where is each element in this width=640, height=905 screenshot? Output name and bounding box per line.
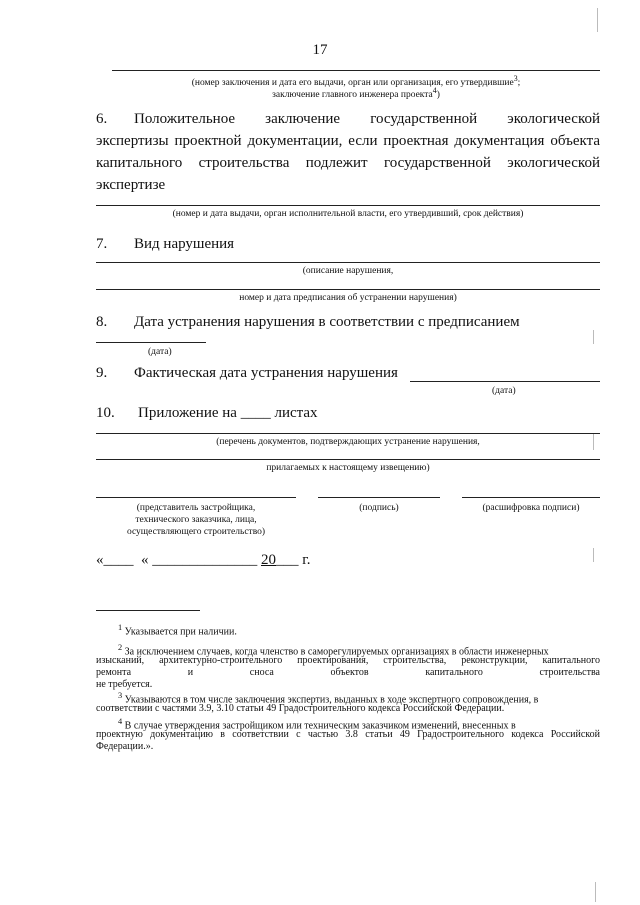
sign-fill-line <box>318 497 440 498</box>
footnote-3-line1: $^3$ Указываются в том числе заключения экспертиз, выданных в ходе экспертного сопровождения, в <box>118 691 539 706</box>
footnote-2-line4: не требуется. <box>96 679 153 690</box>
sign-caption: (подпись) <box>359 503 399 513</box>
item6-number: 6. <box>96 111 108 127</box>
footnote-4-line3: Федерации.». <box>96 741 154 752</box>
item10-fill-line-1 <box>96 433 600 434</box>
item7-caption-2: номер и дата предписания об устранении нарушения) <box>239 293 457 303</box>
item7-fill-line-1 <box>96 262 600 263</box>
header-caption-2: заключение главного инженера проекта$^4$) <box>272 86 440 101</box>
item10-number: 10. <box>96 405 115 421</box>
item6-fill-line <box>96 205 600 206</box>
scan-mark <box>593 330 594 344</box>
item8-fill-line <box>96 342 206 343</box>
header-caption-1: (номер заключения и дата его выдачи, орган или организация, его утвердившие$^3$; <box>191 74 521 89</box>
item10-caption-2: прилагаемых к настоящему извещению) <box>266 463 430 473</box>
item6-caption: (номер и дата выдачи, орган исполнительной власти, его утвердивший, срок действия) <box>172 209 524 219</box>
item6-line4: экспертизе <box>96 177 166 193</box>
item10-label: Приложение на ____ листах <box>138 405 318 421</box>
item6-line1: Положительное заключение государственной экологической <box>134 111 600 127</box>
item9-label: Фактическая дата устранения нарушения <box>134 365 398 381</box>
item9-number: 9. <box>96 365 108 381</box>
footnote-2-line2: изысканий, архитектурно-строительного проектирования, строительства, реконструкции, капитального <box>96 655 600 666</box>
item6-line3: капитального строительства подлежит государственной экологической <box>96 155 600 171</box>
rep-fill-line <box>96 497 296 498</box>
scan-mark <box>595 882 596 902</box>
footnote-3-line2: соответствии с частями 3.9, 3.10 статьи 49 Градостроительного кодекса Российской Федерации. <box>96 703 505 714</box>
scan-mark <box>593 434 594 450</box>
footnote-1: $^1$ Указывается при наличии. <box>118 623 237 638</box>
item9-fill-line <box>410 381 600 382</box>
item7-fill-line-2 <box>96 289 600 290</box>
item8-caption: (дата) <box>148 347 172 357</box>
footnote-2-line3: ремонта и сноса объектов капитального строительства <box>96 667 600 678</box>
item6-line2: экспертизы проектной документации, если проектная документация объекта <box>96 133 600 149</box>
footnote-4-line2: проектную документацию в соответствии с частью 3.8 статьи 49 Градостроительного кодекса Российской <box>96 729 600 740</box>
footnote-4-line1: $^4$ В случае утверждения застройщиком или техническим заказчиком изменений, внесенных в <box>118 717 516 732</box>
decode-fill-line <box>462 497 600 498</box>
decode-caption: (расшифровка подписи) <box>482 503 580 513</box>
item8-number: 8. <box>96 314 108 330</box>
page-number: 17 <box>312 42 328 58</box>
footnote-separator <box>96 610 200 611</box>
item8-label: Дата устранения нарушения в соответствии с предписанием <box>134 314 520 330</box>
rep-caption: (представитель застройщика, технического заказчика, лица, осуществляющего строительство) <box>126 503 266 537</box>
item7-label: Вид нарушения <box>134 236 235 252</box>
date-line: «____ « ______________ 20___ г. <box>96 552 311 568</box>
item7-caption-1: (описание нарушения, <box>302 266 394 276</box>
scan-mark <box>593 548 594 562</box>
header-fill-line <box>112 70 600 71</box>
item9-caption: (дата) <box>492 386 516 396</box>
item10-caption-1: (перечень документов, подтверждающих устранение нарушения, <box>216 437 480 447</box>
item10-fill-line-2 <box>96 459 600 460</box>
footnote-2-line1: $^2$ За исключением случаев, когда членство в саморегулируемых организациях в области инженерных <box>118 643 549 658</box>
item7-number: 7. <box>96 236 108 252</box>
scan-mark <box>597 8 598 32</box>
